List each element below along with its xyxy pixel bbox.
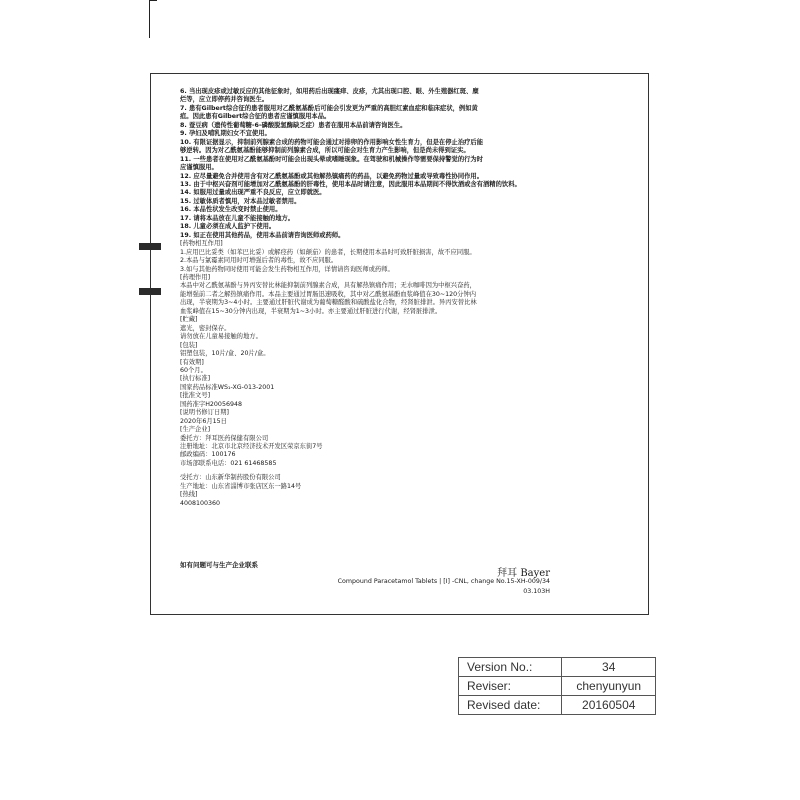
precaution-line: 15. 过敏体质者慎用，对本品过敏者禁用。 <box>180 197 301 205</box>
precaution-line: 16. 本品性状发生改变时禁止使用。 <box>180 206 282 214</box>
reviser-label: Reviser: <box>459 677 562 696</box>
precaution-line: 疸。因此患有Gilbert综合征的患者应谨慎服用本品。 <box>180 113 331 121</box>
storage-line: 遮光，密封保存。 <box>180 324 231 332</box>
section-header: [药理作用] <box>180 273 211 281</box>
revision-line: 2020年6月15日 <box>180 417 227 425</box>
precaution-line: 10. 有限证据显示，抑制前列腺素合成的药物可能会通过对排卵的作用影响女性生育力，但是在停止治疗后能 <box>180 138 484 146</box>
approval-line: 国药准字H20056948 <box>180 400 242 408</box>
table-row <box>459 658 656 677</box>
precaution-line: 烂等，应立即停药并咨询医生。 <box>180 96 269 104</box>
precaution-line: 应谨慎服用。 <box>180 164 218 172</box>
manufacturer-line: 邮政编码：100176 <box>180 451 236 459</box>
revised-date-label: Revised date: <box>459 696 562 715</box>
revised-date-value: 20160504 <box>562 696 656 715</box>
precaution-line: 7. 患有Gilbert综合征的患者服用对乙酰氨基酚后可能会引发更为严重的高胆红素血症和临床症状，例如黄 <box>180 104 478 112</box>
section-header: [生产企业] <box>180 426 211 434</box>
manufacturer-line: 市场部联系电话：021 61468585 <box>180 459 277 467</box>
registration-tab <box>139 288 161 295</box>
package-line: 铝塑包装，10片/盒、20片/盒。 <box>180 350 270 358</box>
section-header: [热线] <box>180 491 198 499</box>
section-header: [包装] <box>180 341 198 349</box>
interaction-line: 3.如与其他药物同时使用可能会发生药物相互作用，详情请咨询医师或药师。 <box>180 265 394 273</box>
version-value: 34 <box>562 658 656 677</box>
precaution-line: 11. 一些患者在使用对乙酰氨基酚时可能会出现头晕或嗜睡现象。在驾驶和机械操作等需要保持警觉的行为时 <box>180 155 484 163</box>
reviser-value: chenyunyun <box>562 677 656 696</box>
precaution-line: 6. 当出现皮疹或过敏反应的其他征象时，如用药后出现瘙痒、皮疹，尤其出现口腔、眼、外生殖器红斑、糜 <box>180 88 479 95</box>
pharmacology-line: 血浆峰值在15~30分钟内出现，半衰期为1~3小时。亦主要通过肝脏进行代谢，经肾脏排泄。 <box>180 307 442 315</box>
contact-note: 如有问题可与生产企业联系 <box>180 561 258 569</box>
section-header: [批准文号] <box>180 392 211 400</box>
bayer-logo: 拜耳 Bayer <box>497 568 550 579</box>
section-header: [有效期] <box>180 358 204 366</box>
interaction-line: 2.本品与氯霉素同用时可增强后者的毒性，故不应同服。 <box>180 257 338 265</box>
hotline-line: 4008100360 <box>180 499 221 507</box>
precaution-line: 够逆转。因为对乙酰氨基酚能够抑制前列腺素合成，所以可能会对生育力产生影响，但是尚未得到证实。 <box>180 147 470 155</box>
leaflet-content <box>180 88 556 508</box>
document-subcode: 03.103H <box>523 588 550 595</box>
crop-mark <box>149 0 150 38</box>
table-row <box>459 677 656 696</box>
contractor-line: 受托方：山东新华制药股份有限公司 <box>180 474 281 482</box>
crop-mark <box>149 0 157 1</box>
precaution-line: 14. 如服用过量或出现严重不良反应，应立即就医。 <box>180 189 326 197</box>
precaution-line: 12. 应尽量避免合并使用含有对乙酰氨基酚或其他解热镇痛药的药品，以避免药物过量或导致毒性协同作用。 <box>180 172 484 180</box>
section-header: [执行标准] <box>180 375 211 383</box>
precaution-line: 8. 蚕豆病（遗传性葡萄糖-6-磷酸脱氢酶缺乏症）患者在服用本品前请咨询医生。 <box>180 121 407 129</box>
registration-tab <box>139 243 161 250</box>
section-header: [药物相互作用] <box>180 240 223 248</box>
manufacturer-line: 注册地址：北京市北京经济技术开发区荣京东街7号 <box>180 443 323 451</box>
precaution-line: 9. 孕妇及哺乳期妇女不宜使用。 <box>180 130 271 138</box>
standard-line: 国家药品标准WS₁-XG-013-2001 <box>180 383 275 391</box>
interaction-line: 1.应用巴比妥类（如苯巴比妥）或解痉药（如颠茄）的患者，长期使用本品时可致肝脏损害，故不应同服。 <box>180 248 476 256</box>
document-code: Compound Paracetamol Tablets | [I] -CNL, change No.15-XH-009/34 <box>337 578 550 585</box>
precaution-line: 18. 儿童必须在成人监护下使用。 <box>180 223 276 231</box>
table-row <box>459 696 656 715</box>
version-label: Version No.: <box>459 658 562 677</box>
version-table <box>458 657 656 715</box>
pharmacology-line: 能增强前二者之解热镇痛作用。本品主要通过胃肠迅速吸收，其中对乙酰氨基酚血浆峰值在30~120分钟内 <box>180 290 477 298</box>
validity-line: 60个月。 <box>180 366 207 374</box>
pharmacology-line: 本品中对乙酰氨基酚与异丙安替比林能抑制前列腺素合成，具有解热镇痛作用；无水咖啡因为中枢兴奋药， <box>180 282 476 290</box>
storage-line: 请勿放在儿童易接触的地方。 <box>180 333 262 341</box>
contractor-line: 生产地址：山东省淄博市张店区东一路14号 <box>180 482 302 490</box>
manufacturer-line: 委托方：拜耳医药保健有限公司 <box>180 434 269 442</box>
precaution-line: 17. 请将本品放在儿童不能接触的地方。 <box>180 214 295 222</box>
precaution-line: 19. 如正在使用其他药品，使用本品前请咨询医师或药师。 <box>180 231 345 239</box>
section-header: [贮藏] <box>180 316 198 324</box>
pharmacology-line: 出现，半衰期为3~4小时。主要通过肝脏代谢成为葡萄糖醛酸和硫酸盐化合物，经肾脏排泄。异丙安替比林 <box>180 299 477 307</box>
precaution-line: 13. 由于中枢兴奋剂可能增加对乙酰氨基酚的肝毒性，使用本品时请注意，因此服用本品期间不得饮酒或含有酒精的饮料。 <box>180 180 521 188</box>
section-header: [说明书修订日期] <box>180 409 229 417</box>
